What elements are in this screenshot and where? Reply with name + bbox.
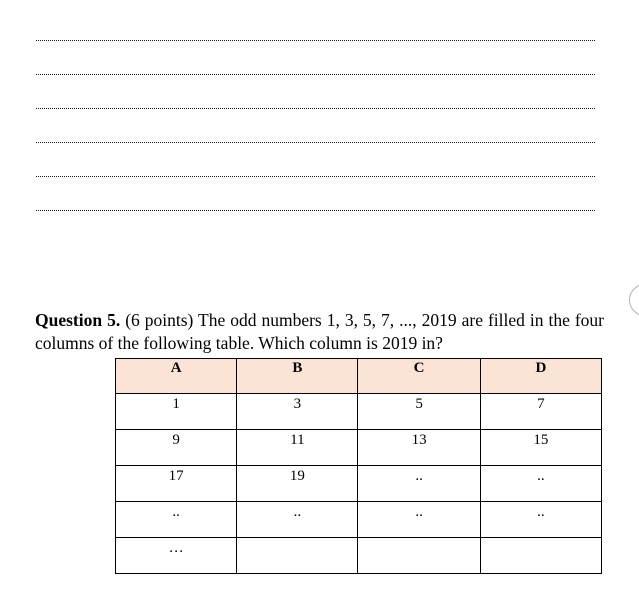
table-cell: 3 [237, 394, 358, 430]
table-cell: 13 [358, 430, 480, 466]
answer-line [36, 176, 595, 177]
table-cell: .. [116, 502, 237, 538]
table-row [116, 466, 602, 502]
table-header-row [116, 359, 602, 394]
table-cell [237, 538, 358, 574]
odd-numbers-table-wrap [115, 358, 602, 574]
answer-line [36, 108, 595, 109]
table-row [116, 394, 602, 430]
table-cell [358, 538, 480, 574]
question-text [35, 309, 604, 355]
table-cell: 5 [358, 394, 480, 430]
question-label: Question 5. [35, 310, 121, 330]
table-cell: .. [480, 466, 601, 502]
circle-marker-icon [629, 284, 639, 316]
column-header-a: A [116, 359, 237, 394]
table-cell: 1 [116, 394, 237, 430]
question-body: (6 points) The odd numbers 1, 3, 5, 7, ..., 2019 are filled in the four columns of the following table. Which column is 2019 in? [35, 310, 604, 353]
table-cell: 11 [237, 430, 358, 466]
answer-line [36, 210, 595, 211]
answer-line [36, 74, 595, 75]
table-row [116, 502, 602, 538]
column-header-b: B [237, 359, 358, 394]
table-cell: 17 [116, 466, 237, 502]
answer-line [36, 40, 595, 41]
odd-numbers-table [115, 358, 602, 574]
table-row [116, 538, 602, 574]
table-cell: .. [237, 502, 358, 538]
table-cell: 9 [116, 430, 237, 466]
table-cell: 15 [480, 430, 601, 466]
table-cell: .. [358, 502, 480, 538]
table-cell: 19 [237, 466, 358, 502]
table-cell: .. [480, 502, 601, 538]
answer-line [36, 142, 595, 143]
table-cell: 7 [480, 394, 601, 430]
table-cell: … [116, 538, 237, 574]
table-cell: .. [358, 466, 480, 502]
table-cell [480, 538, 601, 574]
column-header-d: D [480, 359, 601, 394]
table-row [116, 430, 602, 466]
column-header-c: C [358, 359, 480, 394]
